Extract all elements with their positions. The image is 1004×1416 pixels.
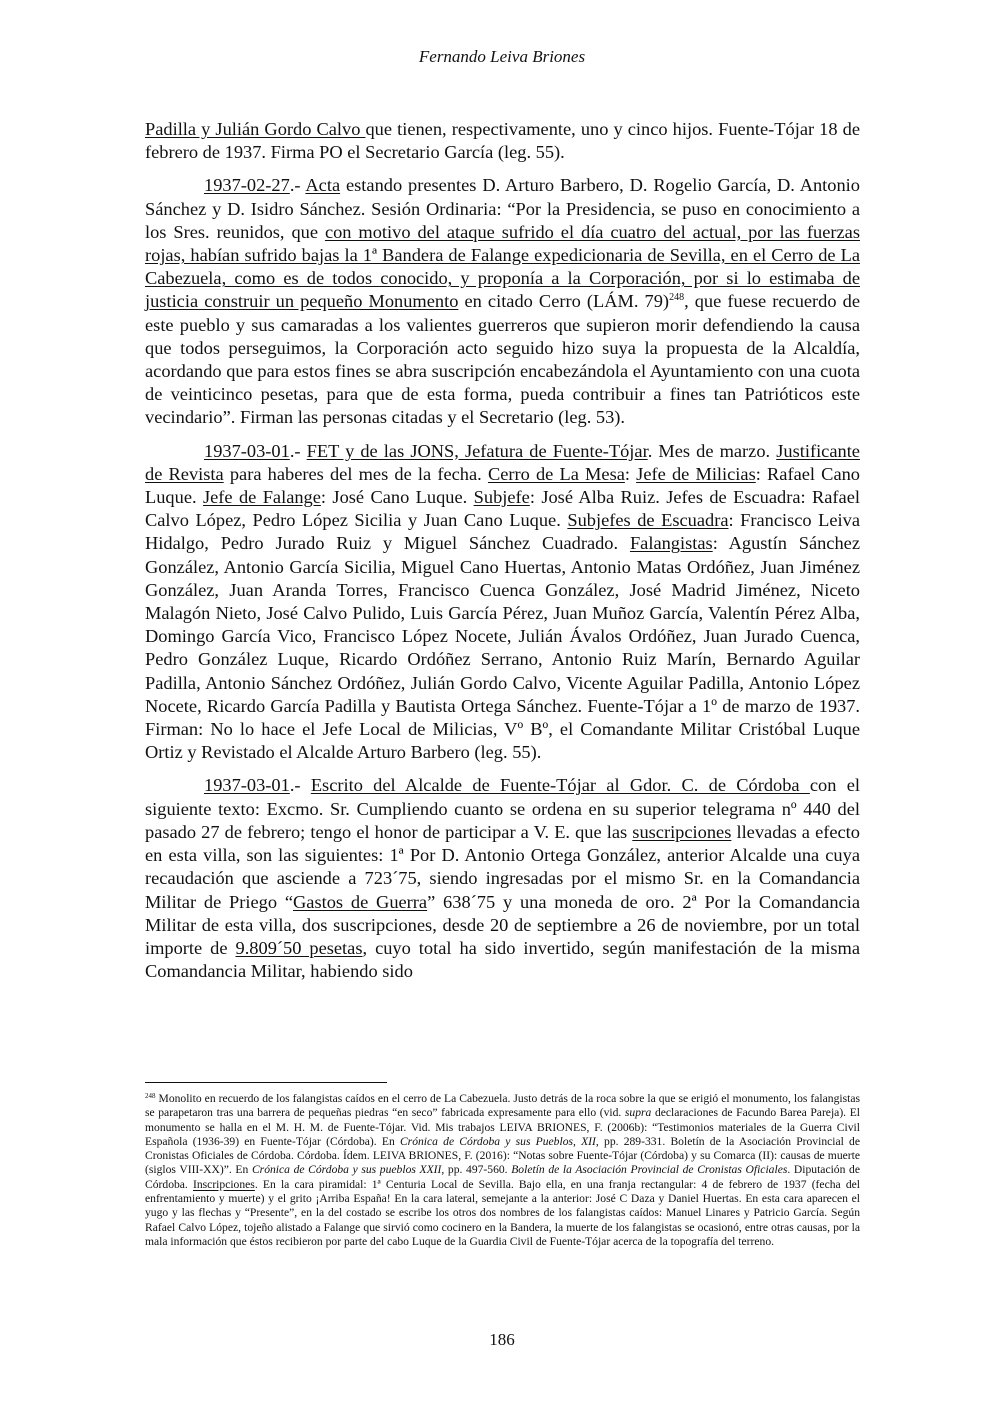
entry-date: 1937-02-27 [204,175,290,196]
underlined-term: FET y de las JONS, Jefatura de Fuente-Tójar [306,440,648,461]
text: : José Alba Ruiz. Jefes de Escuadra: Rafael Calvo López, Pedro López Sicilia y Juan Cano Luque. [145,487,860,531]
underlined-term: Falangistas [629,533,713,554]
text: , pp. 497-560. [441,1163,512,1177]
running-header: Fernando Leiva Briones [418,47,586,66]
underlined-term: Acta [305,175,341,196]
underlined-term: Cerro de La Mesa [487,463,625,484]
text: que tienen, respectivamente, uno y cinco hijos. Fuente-Tójar 18 de febrero de 1937. Firma PO el Secretario García (leg. 55). [145,119,860,163]
text: : [624,463,637,484]
footnote-ref[interactable]: 248 [669,292,685,304]
footnote-number: 248 [145,1092,156,1100]
italic-text: supra [624,1106,652,1120]
text: : Francisco Leiva Hidalgo, Pedro Jurado Ruiz y Miguel Sánchez Cuadrado. [145,510,861,554]
underlined-term: Subjefes de Escuadra [567,510,729,531]
text: .- [289,775,311,796]
footnote-248 [145,1092,860,1249]
underlined-term: Subjefe [473,487,530,508]
underlined-term: Jefe de Milicias [636,463,756,484]
underlined-term: Jefe de Falange [202,487,321,508]
underlined-term: suscripciones [632,821,732,842]
footnote-separator [145,1082,387,1083]
text: : Rafael Cano Luque. [145,463,860,508]
underlined-term: Inscripciones [193,1177,255,1191]
underlined-term: Justificante de Revista [145,440,860,484]
text: con el siguiente texto: Excmo. Sr. Cumpliendo cuanto se ordena en su superior telegrama nº 440 del pasado 27 de febrero; tengo el honor de participar a V. E. que las [145,775,860,842]
text: declaraciones de Facundo Barea Pareja). El monumento se halla en el M. H. M. de Fuente-Tójar. Vid. Mis trabajos LEIVA BRIONES, F. (2006b): “Testimonios materiales de la Guerra Civil Española (1936-39) en Fuente-Tójar (Córdoba). En [145,1106,860,1148]
text: : Agustín Sánchez González, Antonio García Sicilia, Miguel Cano Huertas, Antonio Matas Ordóñez, Juan Jiménez González, Juan Aranda Torres, Francisco Cuenca González, José Madrid Jiménez, Niceto Malagón Nieto, José Calvo Pulido, Luis García Pérez, Juan Muñoz García, Valentín Pérez Alba, Domingo García Vico, Francisco López Nocete, Julián Ávalos Ordóñez, Juan Jurado Cuenca, Pedro González Luque, Ricardo Ordóñez Serrano, Antonio Ruiz Marín, Bernardo Aguilar Padilla, Antonio Sánchez Ordóñez, Julián Gordo Calvo, Vicente Aguilar Padilla, Antonio López Nocete, Ricardo García Padilla y Bautista Ortega Sánchez. Fuente-Tójar a 1º de marzo de 1937. Firman: No lo hace el Jefe Local de Milicias, Vº Bº, el Comandante Militar Cristóbal Luque Ortiz y Revistado el Alcalde Arturo Barbero (leg. 55). [145,533,860,763]
underlined-names: Padilla y Julián Gordo Calvo [145,119,366,139]
underlined-term: Escrito del Alcalde de Fuente-Tójar al Gdor. C. de Córdoba [310,775,810,796]
body-text [145,118,860,993]
entry-date: 1937-03-01 [204,775,290,796]
text: .- [289,175,306,196]
entry-1937-02-27 [145,174,860,429]
text: para haberes del mes de la fecha. [223,463,488,484]
entry-1937-03-01-escrito [145,774,860,983]
text: . Mes de marzo. [647,440,777,461]
underlined-quote: con motivo del ataque sufrido el día cuatro del actual, por las fuerzas rojas, habían sufrido bajas la 1ª Bandera de Falange expedicionaria de Sevilla, en el Cerro de La Cabezuela, como es de todos conocido, y proponía a la Corporación, por si lo estimaba de justicia construir un pequeño Monumento [145,221,860,312]
paragraph-continuation [145,118,860,164]
text: llevadas a efecto en esta villa, son las siguientes: 1ª Por D. Antonio Ortega González, anterior Alcalde una cuya recaudación que asciende a 723´75, siendo ingresadas por el mismo Sr. en la Comandancia Militar de Priego “ [145,821,860,912]
text: Monolito en recuerdo de los falangistas caídos en el cerro de La Cabezuela. Justo detrás de la roca sobre la que se erigió el monumento, los falangistas se parapetaron tras una barrera de pequeñas piedras “en seco” fabricada expresamente para ello (vid. [145,1092,860,1120]
text: , cuyo total ha sido invertido, según manifestación de la misma Comandancia Militar, habiendo sido [145,937,860,982]
italic-title: Boletín de la Asociación Provincial de Cronistas Oficiales [511,1163,788,1177]
page-number: 186 [489,1330,515,1349]
text: .- [289,440,307,461]
entry-1937-03-01-revista [145,440,860,765]
entry-date: 1937-03-01 [204,440,290,461]
underlined-term: Gastos de Guerra [293,891,428,912]
text: estando presentes D. Arturo Barbero, D. Rogelio García, D. Antonio Sánchez y D. Isidro Sánchez. Sesión Ordinaria: “Por la Presidencia, se puso en conocimiento a los Sres. reunidos, que [145,175,860,242]
italic-title: Crónica de Córdoba y sus Pueblos, XII [399,1134,596,1148]
text: en citado Cerro (LÁM. 79) [458,291,670,312]
text: : José Cano Luque. [320,487,474,508]
text: ” 638´75 y una moneda de oro. 2ª Por la Comandancia Militar de esta villa, dos suscripciones, desde 20 de septiembre a 26 de noviembre, por un total importe de [145,891,860,958]
underlined-amount: 9.809´50 pesetas [235,937,363,958]
text: , que fuese recuerdo de este pueblo y sus camaradas a los valientes guerreros que supieron morir defendiendo la causa que todos perseguimos, la Corporación acto seguido hizo suya la propuesta de la Alcaldía, acordando que para estos fines se abra suscripción encabezándola el Ayuntamiento con una cuota de veinticinco pesetas, para que de esta forma, pueda contribuir a fines tan Patrióticos este vecindario”. Firman las personas citadas y el Secretario (leg. 53). [145,291,860,428]
text: . En la cara piramidal: 1ª Centuria Local de Sevilla. Bajo ella, en una franja rectangular: 4 de febrero de 1937 (fecha del enfrentamiento y muerte) y el grito ¡Arriba España! En la cara lateral, semejante a la anterior: José C Daza y Daniel Huertas. En esta cara aparecen el yugo y las flechas y “Presente”, en la del costado se escribe los otros dos nombres de los falangistas caídos: Manuel Linares y Patricio García. Según Rafael Calvo López, tojeño alistado a Falange que sirvió como cocinero en la Bandera, la muerte de los falangistas se ocasionó, entre otras causas, por la mala información que éstos recibieron por parte del cabo Luque de la Guardia Civil de Fuente-Tójar acerca de la topografía del terreno. [145,1177,860,1248]
italic-title: Crónica de Córdoba y sus pueblos XXII [251,1163,442,1177]
text: . Diputación de Córdoba. [145,1163,860,1191]
text: , pp. 289-331. Boletín de la Asociación Provincial de Cronistas Oficiales de Córdoba. Córdoba. Ídem. LEIVA BRIONES, F. (2016): “Notas sobre Fuente-Tójar (Córdoba) y su Comarca (II): causas de muerte (siglos VIII-XX)”. En [145,1134,860,1177]
